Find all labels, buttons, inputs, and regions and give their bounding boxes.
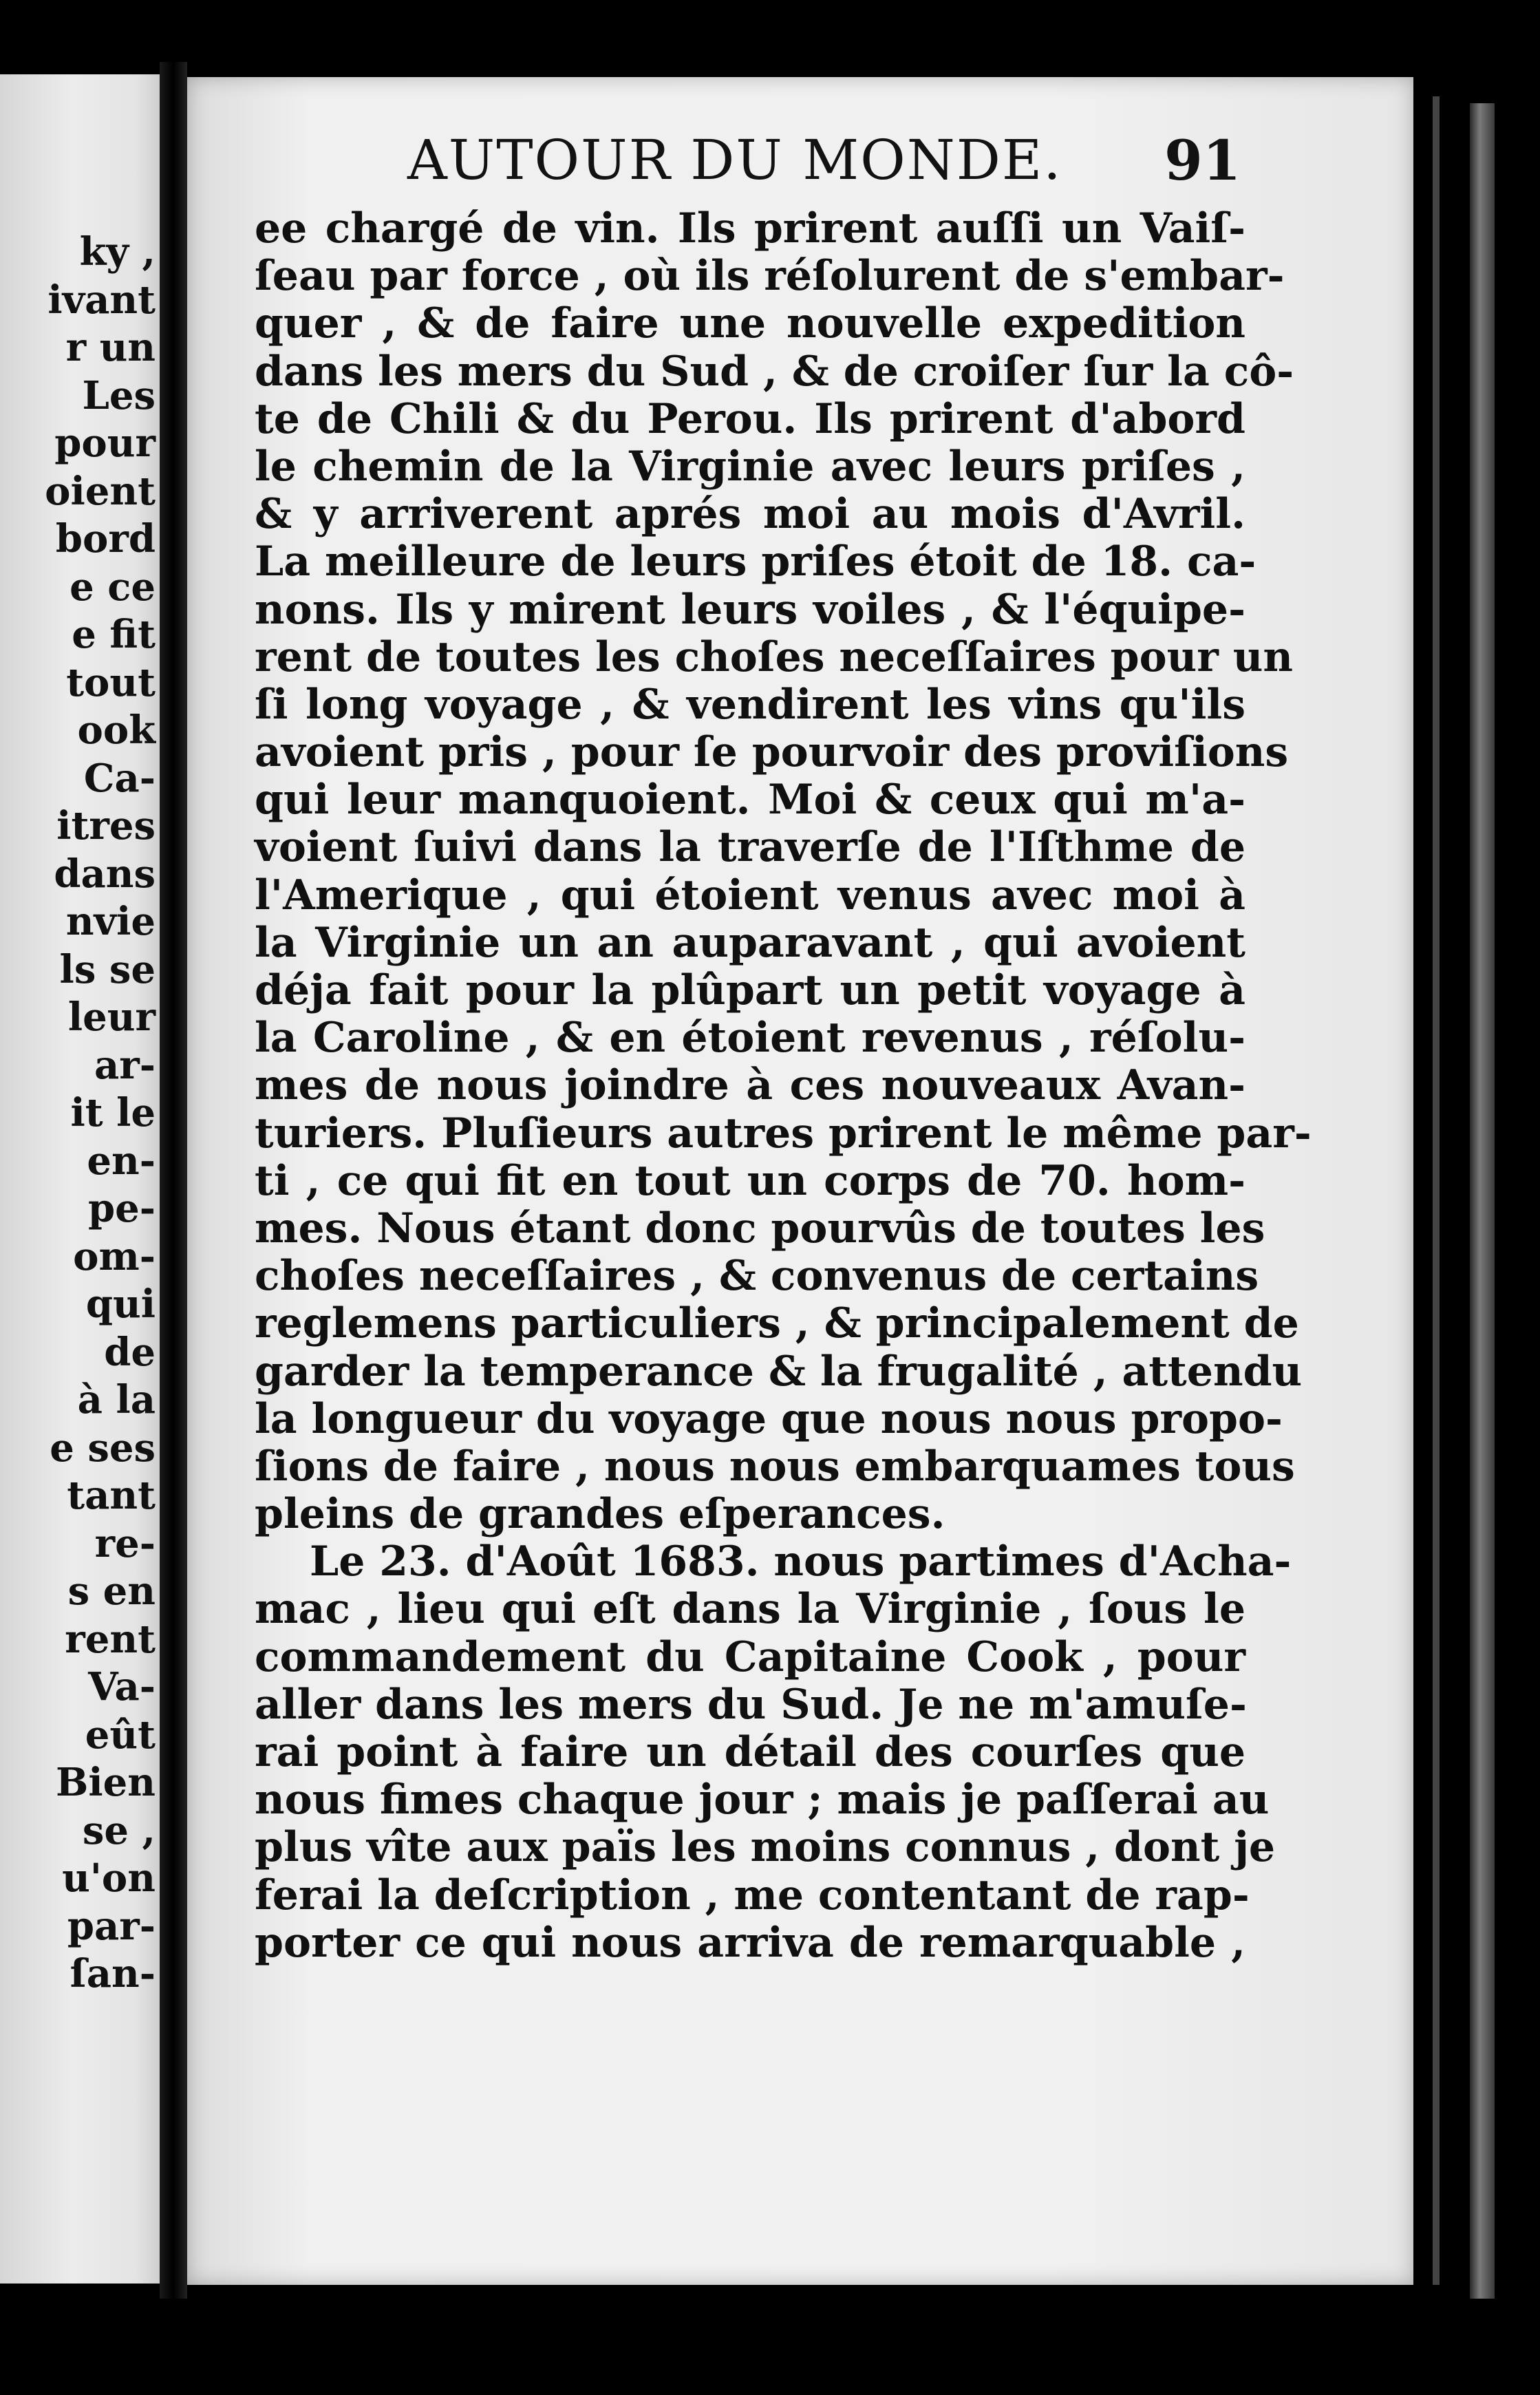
left-page-line: om- bbox=[73, 1233, 156, 1279]
text-line: mes de nous joindre à ces nouveaux Avan- bbox=[255, 1061, 1245, 1110]
text-line: porter ce qui nous arriva de remarquable , bbox=[255, 1918, 1245, 1967]
left-page-line: oient bbox=[45, 468, 156, 514]
left-page-line: tant bbox=[67, 1473, 156, 1518]
text-line: l'Amerique , qui étoient venus avec moi à bbox=[255, 871, 1245, 919]
left-page-line: e ses bbox=[50, 1425, 156, 1471]
left-page-line: à la bbox=[77, 1377, 156, 1423]
text-line: dans les mers du Sud , & de croiſer ſur la cô- bbox=[255, 347, 1294, 396]
left-page-line: rent bbox=[65, 1616, 156, 1662]
text-line: te de Chili & du Perou. Ils prirent d'abord bbox=[255, 394, 1245, 443]
left-page-line: s en bbox=[67, 1568, 156, 1614]
left-page-line: itres bbox=[56, 803, 156, 849]
text-line: la Virginie un an auparavant , qui avoient bbox=[255, 918, 1245, 967]
text-line: rai point à faire un détail des courſes que bbox=[255, 1728, 1245, 1776]
left-page-text-column bbox=[0, 228, 156, 1999]
text-line: plus vîte aux païs les moins connus , dont je bbox=[255, 1823, 1276, 1872]
text-line: qui leur manquoient. Moi & ceux qui m'a- bbox=[255, 776, 1245, 824]
text-line: aller dans les mers du Sud. Je ne m'amuſe- bbox=[255, 1680, 1247, 1729]
text-line: mac , lieu qui eſt dans la Virginie , ſous le bbox=[255, 1585, 1245, 1634]
text-line: & y arriverent aprés moi au mois d'Avril. bbox=[255, 490, 1245, 539]
left-page-line: e fit bbox=[72, 612, 156, 657]
text-line: nons. Ils y mirent leurs voiles , & l'équipe- bbox=[255, 585, 1245, 634]
text-line: ferai la deſcription , me contentant de rap- bbox=[255, 1871, 1250, 1919]
left-page-line: ls se bbox=[59, 946, 156, 992]
left-page-line: dans bbox=[54, 851, 156, 897]
text-line: turiers. Pluſieurs autres prirent le même par- bbox=[255, 1109, 1312, 1158]
text-line: choſes neceſſaires , & convenus de certains bbox=[255, 1252, 1259, 1301]
text-line: ſi long voyage , & vendirent les vins qu'ils bbox=[255, 680, 1245, 729]
page-number: 91 bbox=[1164, 128, 1241, 193]
text-line: nous fimes chaque jour ; mais je paſſerai au bbox=[255, 1776, 1270, 1824]
left-page-line: r un bbox=[65, 325, 156, 370]
left-page-line: ſan- bbox=[69, 1951, 156, 1997]
running-head bbox=[187, 128, 1413, 204]
text-line: déja fait pour la plûpart un petit voyage à bbox=[255, 966, 1245, 1014]
text-line: quer , & de faire une nouvelle expedition bbox=[255, 299, 1245, 348]
text-line: ſeau par force , où ils réſolurent de s'embar- bbox=[255, 252, 1285, 301]
text-line: la Caroline , & en étoient revenus , réſolu- bbox=[255, 1014, 1245, 1063]
text-line: ee chargé de vin. Ils prirent auſſi un Vaiſ- bbox=[255, 204, 1245, 253]
left-page-line: bord bbox=[55, 516, 156, 562]
running-head-title: AUTOUR DU MONDE. bbox=[407, 128, 1062, 192]
left-page-line: par- bbox=[67, 1903, 156, 1949]
left-page-line: pe- bbox=[87, 1186, 156, 1231]
left-page-line: ar- bbox=[94, 1042, 156, 1088]
left-page-line: de bbox=[104, 1329, 156, 1375]
text-line: ti , ce qui fit en tout un corps de 70. hom- bbox=[255, 1156, 1245, 1205]
left-page-line: it le bbox=[70, 1090, 156, 1136]
text-line: mes. Nous étant donc pourvûs de toutes les bbox=[255, 1204, 1265, 1253]
page-edge-line bbox=[1433, 96, 1440, 2285]
left-page-line: nvie bbox=[65, 899, 156, 944]
text-line: rent de toutes les choſes neceſſaires pour un bbox=[255, 632, 1293, 681]
left-page-line: e ce bbox=[69, 564, 156, 610]
body-text bbox=[255, 204, 1312, 1967]
left-page-line: Ca- bbox=[83, 755, 156, 801]
text-line: reglemens particuliers , & principalement de bbox=[255, 1299, 1299, 1348]
text-line: garder la temperance & la frugalité , attendu bbox=[255, 1347, 1303, 1396]
left-page-line: en- bbox=[87, 1138, 156, 1184]
left-page-line: se , bbox=[82, 1807, 156, 1853]
left-page-line: Les bbox=[82, 372, 156, 418]
text-line: commandement du Capitaine Cook , pour bbox=[255, 1632, 1245, 1681]
left-page-line: eût bbox=[85, 1712, 156, 1758]
text-line: pleins de grandes eſperances. bbox=[255, 1490, 945, 1539]
text-line: Le 23. d'Août 1683. nous partimes d'Acha- bbox=[310, 1537, 1292, 1586]
left-page-line: re- bbox=[94, 1520, 156, 1566]
page-edges-stack bbox=[1470, 103, 1495, 2299]
text-line: ſions de faire , nous nous embarquames tous bbox=[255, 1442, 1295, 1491]
left-page-line: Va- bbox=[88, 1664, 156, 1710]
text-line: avoient pris , pour ſe pourvoir des proviſions bbox=[255, 728, 1289, 777]
left-page bbox=[0, 74, 160, 2284]
left-page-line: u'on bbox=[62, 1855, 156, 1901]
left-page-line: ivant bbox=[47, 277, 156, 323]
text-line: La meilleure de leurs priſes étoit de 18. ca- bbox=[255, 537, 1256, 586]
left-page-line: ook bbox=[77, 707, 156, 753]
left-page-line: ky , bbox=[79, 229, 156, 275]
left-page-line: qui bbox=[85, 1281, 156, 1327]
text-line: la longueur du voyage que nous nous propo- bbox=[255, 1394, 1283, 1443]
text-line: le chemin de la Virginie avec leurs priſes , bbox=[255, 442, 1245, 491]
text-line: voient ſuivi dans la traverſe de l'Iſthme de bbox=[255, 823, 1245, 872]
book-gutter bbox=[160, 62, 187, 2299]
left-page-line: Bien bbox=[56, 1760, 156, 1805]
left-page-line: leur bbox=[67, 994, 156, 1040]
left-page-line: pour bbox=[54, 421, 156, 466]
left-page-line: tout bbox=[66, 659, 156, 705]
